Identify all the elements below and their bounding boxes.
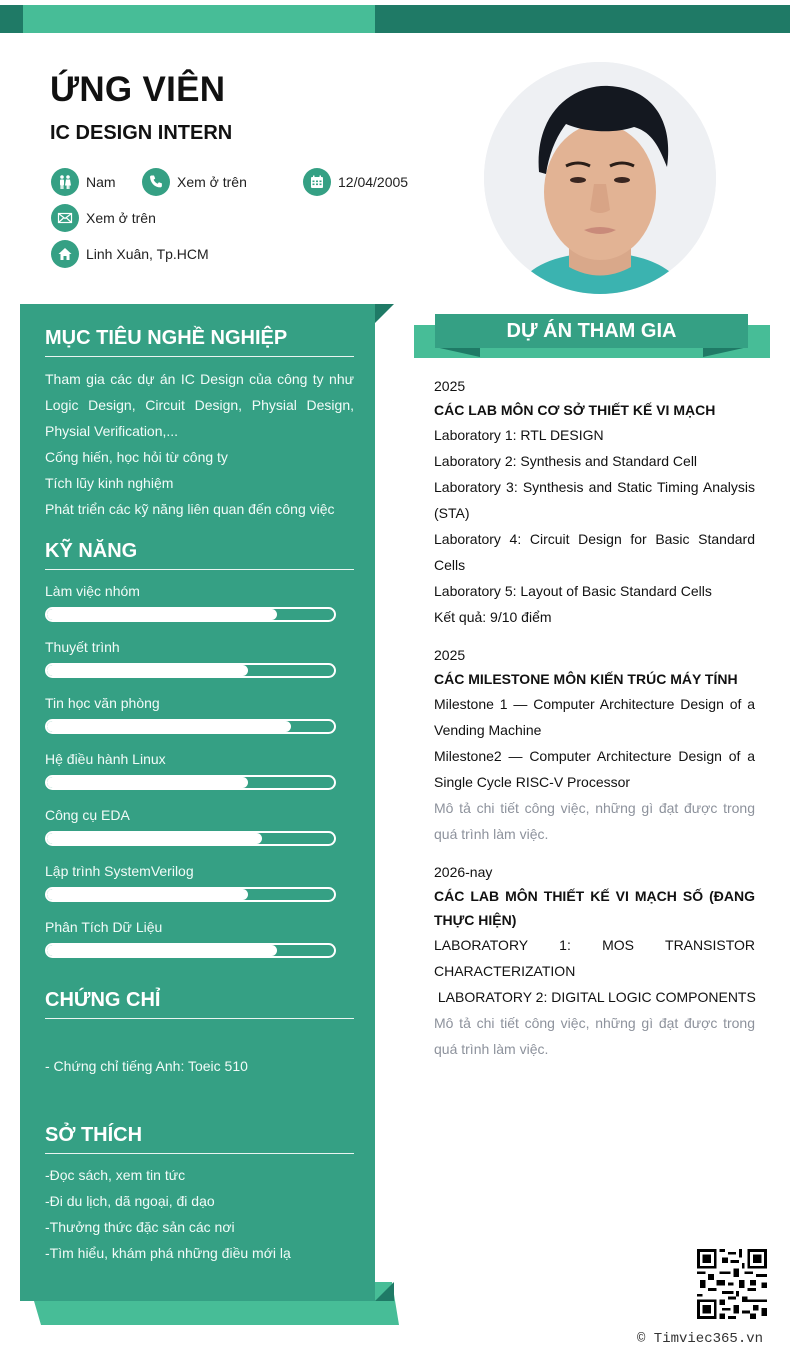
- skill-bar-fill: [47, 665, 248, 676]
- top-decor-bar: [0, 5, 790, 33]
- address-value: Linh Xuân, Tp.HCM: [86, 246, 209, 262]
- top-decor-accent: [23, 5, 375, 33]
- skill-label: Công cụ EDA: [45, 807, 130, 823]
- calendar-icon: [303, 168, 331, 196]
- home-icon: [51, 240, 79, 268]
- skill-bar: [45, 663, 336, 678]
- project-line: Laboratory 2: Synthesis and Standard Cell: [434, 453, 698, 469]
- project-line: [434, 932, 755, 984]
- email-value: Xem ở trên: [86, 210, 156, 226]
- skill-label: Tin học văn phòng: [45, 695, 160, 711]
- skill-bar: [45, 607, 336, 622]
- objective-heading: MỤC TIÊU NGHỀ NGHIỆP: [45, 327, 354, 357]
- info-address: [51, 240, 209, 268]
- skill-label: Thuyết trình: [45, 639, 120, 655]
- certificate-item: - Chứng chỉ tiếng Anh: Toeic 510: [45, 1058, 248, 1074]
- project-title: CÁC LAB MÔN THIẾT KẾ VI MẠCH SỐ (ĐANG THỰC HIỆN): [434, 888, 755, 928]
- copyright-text: © Timviec365.vn: [637, 1331, 764, 1347]
- project-title: CÁC MILESTONE MÔN KIẾN TRÚC MÁY TÍNH: [434, 671, 738, 687]
- project-year: 2025: [434, 647, 466, 663]
- job-title: IC DESIGN INTERN: [50, 122, 233, 144]
- project-line: Milestone2 — Computer Architecture Design of a Single Cycle RISC-V Processor: [434, 748, 755, 790]
- project-line: Laboratory 3: Synthesis and Static Timing Analysis (STA): [434, 479, 755, 521]
- skill-bar-fill: [47, 777, 248, 788]
- phone-icon: [142, 168, 170, 196]
- candidate-name: ỨNG VIÊN: [50, 70, 226, 109]
- info-gender: [51, 168, 116, 196]
- project-line: Laboratory 5: Layout of Basic Standard Cells: [434, 583, 712, 599]
- hobby-item: -Đi du lịch, dã ngoại, đi dạo: [45, 1193, 215, 1209]
- skill-bar: [45, 887, 336, 902]
- skill-bar: [45, 775, 336, 790]
- project-line: LABORATORY 2: DIGITAL LOGIC COMPONENTS: [434, 989, 756, 1005]
- objective-line: Phát triển các kỹ năng liên quan đến công việc: [45, 501, 335, 517]
- project-year: 2025: [434, 378, 466, 394]
- hobbies-heading: SỞ THÍCH: [45, 1124, 354, 1154]
- avatar-photo: [484, 62, 716, 294]
- project-year: 2026-nay: [434, 864, 493, 880]
- skill-bar: [45, 943, 336, 958]
- project-title: CÁC LAB MÔN CƠ SỞ THIẾT KẾ VI MẠCH: [434, 402, 716, 418]
- gender-icon: [51, 168, 79, 196]
- gender-value: Nam: [86, 174, 116, 190]
- info-phone: [142, 168, 247, 196]
- skill-label: Hệ điều hành Linux: [45, 751, 166, 767]
- project-line: Milestone 1 — Computer Architecture Design of a Vending Machine: [434, 696, 755, 738]
- skill-label: Làm việc nhóm: [45, 583, 140, 599]
- info-email: [51, 204, 156, 232]
- email-icon: [51, 204, 79, 232]
- skill-bar: [45, 831, 336, 846]
- left-panel-fold-bottom: [375, 1282, 394, 1301]
- skill-bar-fill: [47, 609, 277, 620]
- skill-bar-fill: [47, 945, 277, 956]
- project-description: Mô tả chi tiết công việc, những gì đạt được trong quá trình làm việc.: [434, 800, 755, 842]
- skills-heading: KỸ NĂNG: [45, 540, 354, 570]
- info-birthday: [303, 168, 408, 196]
- objective-line: Cống hiến, học hỏi từ công ty: [45, 449, 228, 465]
- phone-value: Xem ở trên: [177, 174, 247, 190]
- hobby-item: -Thưởng thức đặc sản các nơi: [45, 1219, 235, 1235]
- qr-code-icon: [697, 1249, 767, 1319]
- left-panel-fold-top: [375, 304, 394, 323]
- birthday-value: 12/04/2005: [338, 174, 409, 190]
- skill-label: Lập trình SystemVerilog: [45, 863, 194, 879]
- project-line: Laboratory 1: RTL DESIGN: [434, 427, 604, 443]
- skill-bar-fill: [47, 889, 248, 900]
- project-line-text: LABORATORY 1: MOS TRANSISTOR CHARACTERIZATION: [434, 937, 755, 979]
- skill-bar-fill: [47, 721, 291, 732]
- skill-bar: [45, 719, 336, 734]
- skill-label: Phân Tích Dữ Liệu: [45, 919, 163, 935]
- project-description: Mô tả chi tiết công việc, những gì đạt được trong quá trình làm việc.: [434, 1015, 755, 1057]
- hobby-item: -Đọc sách, xem tin tức: [45, 1167, 186, 1183]
- objective-paragraph: Tham gia các dự án IC Design của công ty như Logic Design, Circuit Design, Physial Design, Physial Verification,...: [45, 371, 354, 439]
- skill-bar-fill: [47, 833, 262, 844]
- projects-heading: DỰ ÁN THAM GIA: [435, 314, 748, 348]
- hobby-item: -Tìm hiểu, khám phá những điều mới lạ: [45, 1245, 291, 1261]
- objective-line: Tích lũy kinh nghiệm: [45, 475, 174, 491]
- certificates-heading: CHỨNG CHỈ: [45, 989, 354, 1019]
- project-result: Kết quả: 9/10 điểm: [434, 609, 552, 625]
- project-line: Laboratory 4: Circuit Design for Basic Standard Cells: [434, 531, 755, 573]
